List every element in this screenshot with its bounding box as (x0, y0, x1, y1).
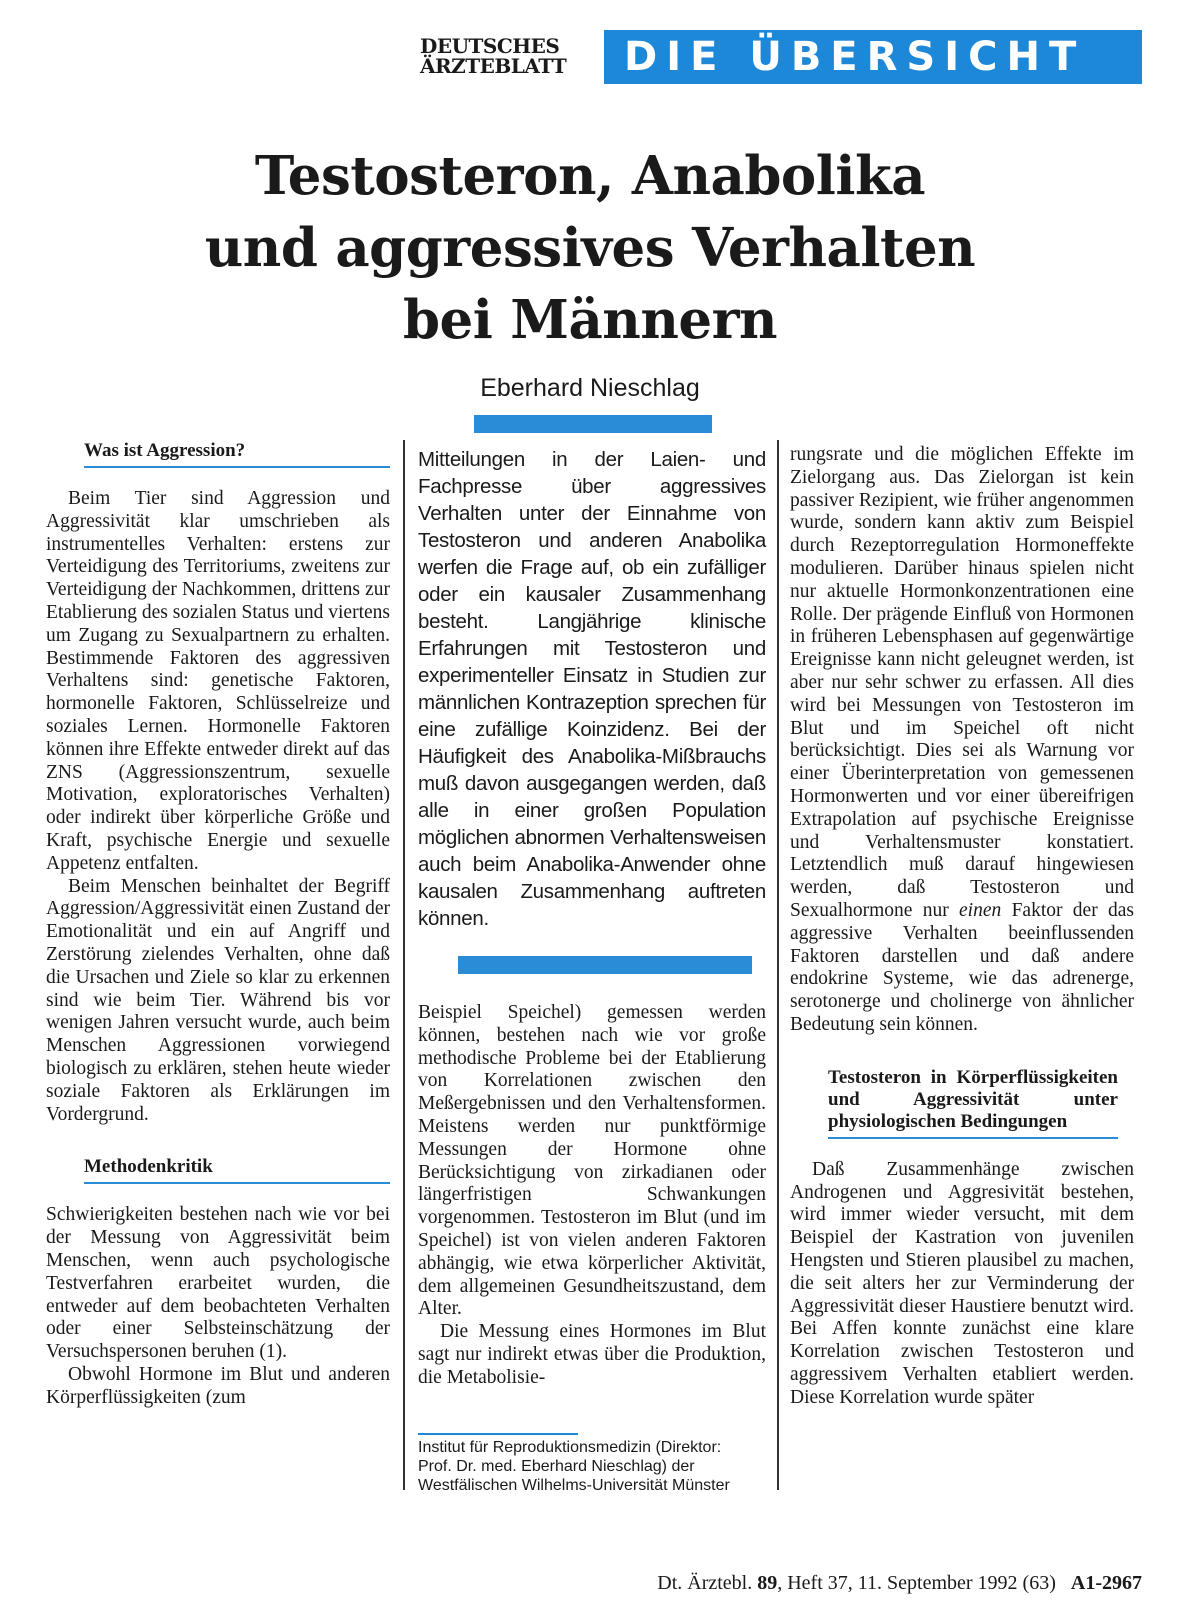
paragraph: Obwohl Hormone im Blut und anderen Körperflüssigkeiten (zum (46, 1363, 390, 1408)
author-name: Eberhard Nieschlag (480, 374, 700, 402)
title-line-3: bei Männern (402, 289, 778, 351)
page-number: A1-2967 (1070, 1572, 1142, 1594)
column-divider-left (403, 440, 405, 1490)
column-3 (790, 444, 1134, 1409)
section-heading-testosteron: Testosteron in Körperflüssigkeiten und Aggressivität unter physiologischen Bedingungen (828, 1067, 1118, 1139)
paragraph: Daß Zusammenhänge zwischen Androgenen und Aggresivität bestehen, wird immer wieder versucht, mit dem Beispiel der Kastration von juvenilen Hengsten und Stieren plausibel zu machen, die seit alters her zur Verminderung der Aggressivität dieser Haustiere benutzt wird. Bei Affen konnte zunächst eine klare Korrelation zwischen Testosteron und aggressivem Verhalten etabliert werden. Diese Korrelation wurde später (790, 1158, 1134, 1408)
citation-volume: 89 (757, 1572, 778, 1594)
section-banner: DIE ÜBERSICHT (604, 30, 1142, 84)
title-line-2: und aggressives Verhalten (204, 217, 976, 279)
paragraph: Beim Tier sind Aggression und Aggressivität klar umschrieben als instrumentelles Verhalten: erstens zur Verteidigung des Territoriums, zweitens zur Verteidigung der Nachkommen, drittens zur Etablierung des sozialen Status und viertens um Zugang zu Sexualpartnern zu erhalten. Bestimmende Faktoren des aggressiven Verhaltens sind: genetische Faktoren, hormonelle Faktoren, Schlüsselreize und soziales Lernen. Hormonelle Faktoren können ihre Effekte entweder direkt auf das ZNS (Aggressionszentrum, sexuelle Motivation, exploratorisches Verhalten) oder indirekt über körperliche Größe und Kraft, psychische Energie und sexuelle Appetenz entfalten. (46, 488, 390, 874)
abstract: Mitteilungen in der Laien- und Fachpresse über aggressives Verhalten unter der Einnahme von Testosteron und anderen Anabolika werfen die Frage auf, ob ein zufälliger oder ein kausaler Zusammenhang besteht. Langjährige klinische Erfahrungen mit Testosteron und experimenteller Einsatz in Studien zur männlichen Kontrazeption sprechen für eine zufällige Koinzidenz. Bei der Häufigkeit des Anabolika-Mißbrauchs muß davon ausgegangen werden, daß alle in einer großen Population möglichen abnormen Verhaltensweisen auch beim Anabolika-Anwender ohne kausalen Zusammenhang auftreten können. (418, 448, 766, 930)
section-heading-methodenkritik: Methodenkritik (84, 1156, 390, 1184)
column-2 (418, 446, 766, 1390)
masthead-line2: ÄRZTEBLATT (420, 54, 567, 78)
masthead-line1: DEUTSCHES (420, 34, 560, 58)
paragraph: Die Messung eines Hormones im Blut sagt nur indirekt etwas über die Produktion, die Metabolisie- (418, 1321, 766, 1388)
paragraph (790, 444, 1134, 1037)
paragraph: Schwierigkeiten bestehen nach wie vor bei der Messung von Aggressivität beim Menschen, wenn auch psychologische Testverfahren erarbeitet wurden, die entweder auf dem beobachteten Verhalten oder einer Selbsteinschätzung der Versuchspersonen beruhen (1). (46, 1204, 390, 1363)
paragraph-part: rungsrate und die möglichen Effekte im Zielorgang aus. Das Zielorgan ist kein passiver Rezipient, wie früher angenommen wurde, sondern kann aktiv zum Beispiel durch Rezeptorregulation Hormoneffekte modulieren. Darüber hinaus spielen nicht nur aktuelle Hormonkonzentrationen eine Rolle. Der prägende Einfluß von Hormonen in früheren Lebensphasen auf gegenwärtige Ereignisse kann nicht geleugnet werden, ist aber nur sehr schwer zu erfassen. All dies wird bei Messungen von Testosteron im Blut und im Speichel oft nicht berücksichtigt. Dies sei als Warnung vor einer Überinterpretation von gemessenen Hormonwerten und vor einer übereifrigen Extrapolation auf psychische Ereignisse und Verhaltensmuster konstatiert. Letztendlich muß darauf hingewiesen werden, daß Testosteron und Sexualhormone nur (790, 444, 1134, 921)
citation-journal: Dt. Ärztebl. (657, 1572, 753, 1594)
paragraph-part: Faktor der das aggressive Verhalten beeinflussenden Faktoren darstellen und daß andere endokrine Systeme, wie das adrenerge, serotonerge und cholinerge von ähnlicher Bedeutung sein können. (790, 899, 1134, 1035)
author-accent-bar (474, 415, 712, 433)
section-heading-aggression: Was ist Aggression? (84, 440, 390, 468)
masthead-logo (420, 36, 590, 76)
abstract-accent-bar (458, 956, 752, 974)
column-divider-right (777, 440, 779, 1490)
column-1 (46, 440, 390, 1409)
citation-issue: , Heft 37, 11. September 1992 (63) (777, 1572, 1056, 1594)
article-title (120, 140, 1060, 356)
author-affiliation: Institut für Reproduktionsmedizin (Direktor: Prof. Dr. med. Eberhard Nieschlag) der Westfälischen Wilhelms-Universität Münster (418, 1439, 730, 1494)
page-footer (612, 1572, 1142, 1595)
affiliation-rule (418, 1433, 578, 1435)
paragraph: Beispiel Speichel) gemessen werden können, bestehen nach wie vor große methodische Probleme bei der Etablierung von Korrelationen zwischen den Meßergebnissen und den Verhaltensformen. Meistens werden nur punktförmige Messungen der Hormone ohne Berücksichtigung von zirkadianen oder längerfristigen Schwankungen vorgenommen. Testosteron im Blut (und im Speichel) ist von vielen anderen Faktoren abhängig, wie etwa körperlicher Aktivität, dem allgemeinen Gesundheitszustand, dem Alter. (418, 1002, 766, 1320)
title-line-1: Testosteron, Anabolika (254, 145, 926, 207)
paragraph: Beim Menschen beinhaltet der Begriff Aggression/Aggressivität einen Zustand der Emotionalität und ein auf Angriff und Zerstörung zielendes Verhalten, ohne daß die Ursachen und Ziele so klar zu erkennen sind wie beim Tier. Während bis vor wenigen Jahren versucht wurde, auch beim Menschen Aggressionen vorwiegend biologisch zu erklären, stehen heute wieder soziale Faktoren als Erklärungen im Vordergrund. (46, 875, 390, 1125)
emphasis: einen (959, 899, 1002, 921)
